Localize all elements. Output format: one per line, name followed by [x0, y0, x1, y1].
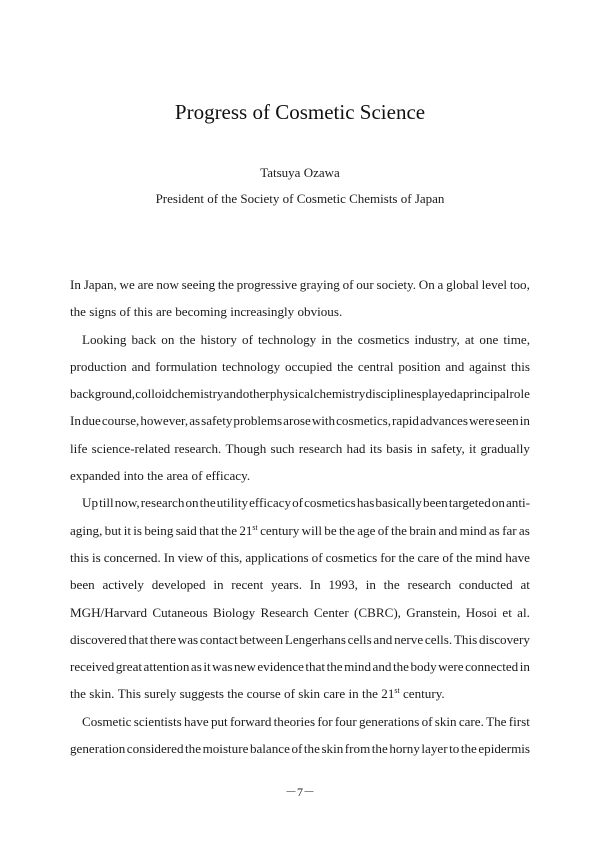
text-line: Looking back on the history of technology in the cosmetics industry, at one time, — [82, 331, 530, 347]
text-line: background, colloid chemistry and other physical chemistry disciplines played a principal role — [70, 386, 530, 402]
paper-title: Progress of Cosmetic Science — [174, 100, 426, 124]
author-name: Tatsuya Ozawa — [260, 165, 340, 180]
text-line: discovered that there was contact between Lengerhans cells and nerve cells. This discovery — [70, 631, 530, 647]
text-line: generation considered the moisture balance of the skin from the horny layer to the epidermis — [70, 741, 530, 757]
text-line: In Japan, we are now seeing the progressive graying of our society. On a global level too, — [70, 277, 530, 292]
text-line: aging, but it is being said that the 21st century will be the age of the brain and mind as far as — [70, 522, 530, 538]
text-line: the skin. This surely suggests the course of skin care in the 21st century. — [70, 686, 445, 702]
text-line: In due course, however, as safety problems arose with cosmetics, rapid advances were seen in — [70, 413, 530, 429]
text-line: Up till now, research on the utility efficacy of cosmetics has basically been targeted on anti- — [82, 495, 530, 511]
text-line: production and formulation technology occupied the central position and against this — [70, 358, 530, 374]
author-affiliation: President of the Society of Cosmetic Chemists of Japan — [155, 191, 445, 206]
text-line: expanded into the area of efficacy. — [70, 468, 251, 484]
text-line: been actively developed in recent years. In 1993, in the research conducted at — [70, 577, 530, 593]
page-number: －7－ — [284, 785, 315, 799]
text-line: Cosmetic scientists have put forward theories for four generations of skin care. The first — [82, 713, 530, 729]
text-line: life science-related research. Though such research had its basis in safety, it gradually — [70, 440, 530, 456]
text-line: MGH/Harvard Cutaneous Biology Research Center (CBRC), Granstein, Hosoi et al. — [70, 604, 530, 620]
text-line: received great attention as it was new evidence that the mind and the body were connected in — [70, 659, 530, 675]
text-line: this is concerned. In view of this, applications of cosmetics for the care of the mind have — [70, 549, 530, 565]
body-text — [70, 271, 530, 762]
text-line: the signs of this are becoming increasingly obvious. — [70, 304, 343, 320]
